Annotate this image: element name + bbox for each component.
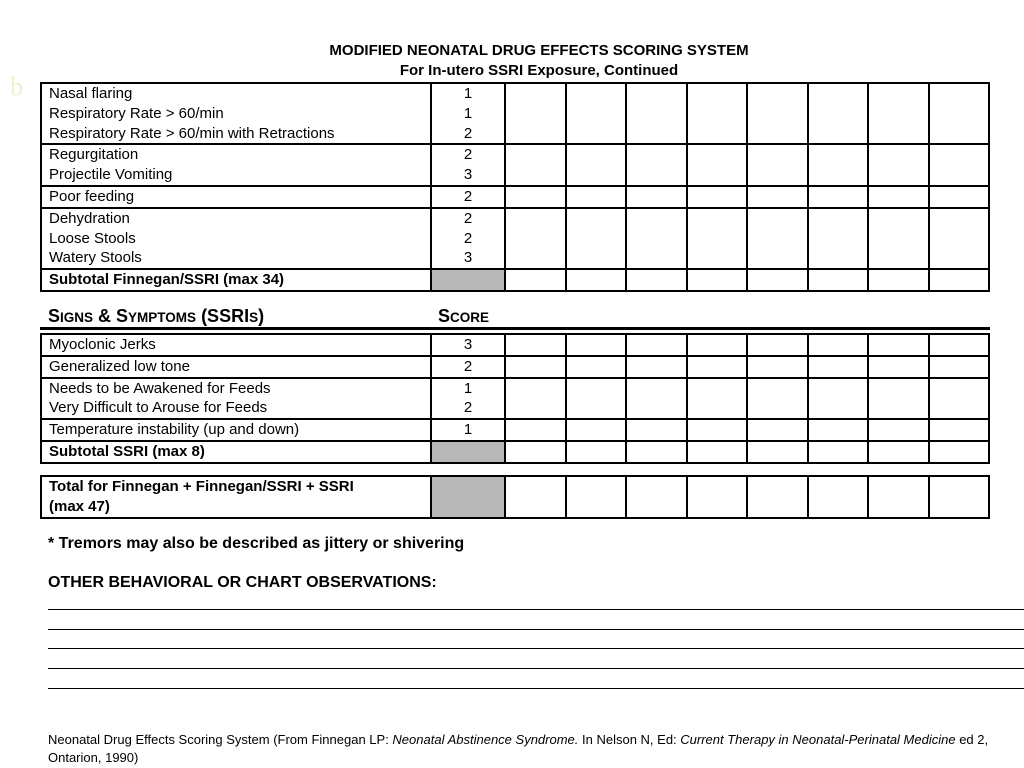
symptom-row xyxy=(41,144,989,186)
score-entry-cell[interactable] xyxy=(626,476,687,518)
score-entry-cell[interactable] xyxy=(687,144,748,186)
symptom-label-cell xyxy=(41,334,431,356)
score-entry-cell[interactable] xyxy=(626,83,687,144)
score-entry-cell[interactable] xyxy=(808,208,869,269)
observation-line-3[interactable] xyxy=(48,648,1024,649)
score-entry-cell[interactable] xyxy=(868,356,929,378)
symptom-label: Nasal flaring xyxy=(49,85,133,102)
subtotal-finnegan-ssri-row-label xyxy=(41,269,431,291)
symptom-label-cell xyxy=(41,83,431,144)
total-row-text: Total for Finnegan + Finnegan/SSRI + SSRI xyxy=(49,478,354,495)
score-entry-cell[interactable] xyxy=(626,269,687,291)
score-entry-cell[interactable] xyxy=(808,144,869,186)
symptom-score: 2 xyxy=(463,209,473,227)
symptom-score: 2 xyxy=(463,229,473,247)
score-entry-cell[interactable] xyxy=(808,83,869,144)
total-row xyxy=(41,476,989,518)
score-entry-cell[interactable] xyxy=(868,186,929,208)
ssri-table xyxy=(40,333,990,464)
score-entry-cell[interactable] xyxy=(868,269,929,291)
symptom-score-cell xyxy=(431,144,505,186)
score-entry-cell[interactable] xyxy=(929,269,990,291)
total-row-shaded-cell xyxy=(431,476,505,518)
score-entry-cell[interactable] xyxy=(929,378,990,420)
symptom-score-cell xyxy=(431,83,505,144)
score-entry-cell[interactable] xyxy=(505,476,566,518)
score-entry-cell[interactable] xyxy=(505,208,566,269)
score-entry-cell[interactable] xyxy=(566,269,627,291)
citation-footer: Neonatal Drug Effects Scoring System (From Finnegan LP: Neonatal Abstinence Syndrome. In Nelson N, Ed: Current Therapy in Neonatal-Perinatal Medicine ed 2, Ontarion, 1990) xyxy=(48,732,989,765)
score-entry-cell[interactable] xyxy=(747,356,808,378)
score-entry-cell[interactable] xyxy=(505,144,566,186)
score-entry-cell[interactable] xyxy=(505,441,566,463)
symptom-row xyxy=(41,208,989,269)
symptom-score: 2 xyxy=(463,124,473,142)
symptom-row xyxy=(41,356,989,378)
score-entry-cell[interactable] xyxy=(687,476,748,518)
observation-line-4[interactable] xyxy=(48,668,1024,669)
score-entry-cell[interactable] xyxy=(929,186,990,208)
score-entry-cell[interactable] xyxy=(747,269,808,291)
score-entry-cell[interactable] xyxy=(687,83,748,144)
section-divider xyxy=(40,327,990,330)
symptom-row xyxy=(41,378,989,420)
total-row-label xyxy=(41,476,431,518)
symptom-label: Temperature instability (up and down) xyxy=(49,421,300,439)
score-entry-cell[interactable] xyxy=(808,186,869,208)
score-entry-cell[interactable] xyxy=(929,476,990,518)
symptom-score: 3 xyxy=(463,336,473,353)
corner-mark: b xyxy=(10,72,23,101)
score-entry-cell[interactable] xyxy=(626,441,687,463)
symptom-label: Dehydration xyxy=(49,209,130,227)
score-entry-cell[interactable] xyxy=(929,334,990,356)
score-entry-cell[interactable] xyxy=(687,419,748,441)
score-entry-cell[interactable] xyxy=(626,419,687,441)
observation-line-2[interactable] xyxy=(48,629,1024,630)
symptom-row xyxy=(41,186,989,208)
score-entry-cell[interactable] xyxy=(868,419,929,441)
observations-label: OTHER BEHAVIORAL OR CHART OBSERVATIONS: xyxy=(48,574,437,591)
score-entry-cell[interactable] xyxy=(808,269,869,291)
score-entry-cell[interactable] xyxy=(808,356,869,378)
symptom-label: Respiratory Rate > 60/min with Retractions xyxy=(49,124,335,142)
signs-symptoms-header: SIGNS & SYMPTOMS (SSRIS) xyxy=(48,306,265,326)
score-entry-cell[interactable] xyxy=(868,208,929,269)
score-entry-cell[interactable] xyxy=(808,378,869,420)
symptom-label-cell xyxy=(41,378,431,420)
score-entry-cell[interactable] xyxy=(868,476,929,518)
score-entry-cell[interactable] xyxy=(626,356,687,378)
subtotal-ssri-row-label xyxy=(41,441,431,463)
score-entry-cell[interactable] xyxy=(566,334,627,356)
score-entry-cell[interactable] xyxy=(808,476,869,518)
symptom-label-cell xyxy=(41,419,431,441)
score-entry-cell[interactable] xyxy=(566,83,627,144)
score-entry-cell[interactable] xyxy=(868,144,929,186)
symptom-row xyxy=(41,83,989,144)
score-entry-cell[interactable] xyxy=(566,441,627,463)
score-entry-cell[interactable] xyxy=(566,186,627,208)
symptom-label: Projectile Vomiting xyxy=(49,166,173,184)
score-entry-cell[interactable] xyxy=(747,419,808,441)
symptom-label: Respiratory Rate > 60/min xyxy=(49,104,224,122)
score-entry-cell[interactable] xyxy=(687,356,748,378)
score-entry-cell[interactable] xyxy=(808,334,869,356)
symptom-label: Regurgitation xyxy=(49,146,139,164)
score-entry-cell[interactable] xyxy=(929,419,990,441)
score-entry-cell[interactable] xyxy=(747,208,808,269)
score-header: SCORE xyxy=(438,306,490,326)
symptom-label: Watery Stools xyxy=(49,249,142,267)
score-entry-cell[interactable] xyxy=(505,186,566,208)
score-entry-cell[interactable] xyxy=(505,83,566,144)
score-entry-cell[interactable] xyxy=(505,334,566,356)
subtotal-finnegan-ssri-row-text: Subtotal Finnegan/SSRI (max 34) xyxy=(49,271,285,289)
score-entry-cell[interactable] xyxy=(566,378,627,420)
symptom-score-cell xyxy=(431,334,505,356)
symptom-score: 1 xyxy=(463,421,473,439)
score-entry-cell[interactable] xyxy=(566,419,627,441)
symptom-score: 2 xyxy=(463,357,473,375)
score-entry-cell[interactable] xyxy=(747,83,808,144)
score-entry-cell[interactable] xyxy=(505,269,566,291)
page-subtitle: For In-utero SSRI Exposure, Continued xyxy=(399,62,679,79)
score-entry-cell[interactable] xyxy=(505,419,566,441)
subtotal-finnegan-ssri-row xyxy=(41,269,989,291)
symptom-label: Needs to be Awakened for Feeds xyxy=(49,379,271,397)
finnegan-ssri-table xyxy=(40,82,990,292)
score-entry-cell[interactable] xyxy=(747,378,808,420)
symptom-label-cell xyxy=(41,356,431,378)
score-entry-cell[interactable] xyxy=(868,378,929,420)
score-entry-cell[interactable] xyxy=(808,419,869,441)
score-entry-cell[interactable] xyxy=(808,441,869,463)
score-entry-cell[interactable] xyxy=(929,144,990,186)
symptom-label: Loose Stools xyxy=(49,229,136,247)
score-entry-cell[interactable] xyxy=(626,378,687,420)
score-entry-cell[interactable] xyxy=(687,378,748,420)
score-entry-cell[interactable] xyxy=(566,144,627,186)
score-entry-cell[interactable] xyxy=(868,441,929,463)
score-entry-cell[interactable] xyxy=(626,186,687,208)
score-entry-cell[interactable] xyxy=(687,208,748,269)
score-entry-cell[interactable] xyxy=(566,356,627,378)
subtotal-ssri-row-text: Subtotal SSRI (max 8) xyxy=(49,442,205,460)
score-entry-cell[interactable] xyxy=(687,269,748,291)
symptom-row xyxy=(41,334,989,356)
subtotal-ssri-row-shaded-cell xyxy=(431,441,505,463)
symptom-label-cell xyxy=(41,186,431,208)
symptom-score-cell xyxy=(431,356,505,378)
score-entry-cell[interactable] xyxy=(747,186,808,208)
symptom-score-cell xyxy=(431,419,505,441)
score-entry-cell[interactable] xyxy=(687,334,748,356)
score-entry-cell[interactable] xyxy=(747,334,808,356)
subtotal-finnegan-ssri-row-shaded-cell xyxy=(431,269,505,291)
score-entry-cell[interactable] xyxy=(626,208,687,269)
symptom-label: Very Difficult to Arouse for Feeds xyxy=(49,399,268,417)
symptom-score-cell xyxy=(431,186,505,208)
score-entry-cell[interactable] xyxy=(626,334,687,356)
symptom-score-cell xyxy=(431,378,505,420)
symptom-score: 3 xyxy=(463,249,473,267)
symptom-row xyxy=(41,419,989,441)
score-entry-cell[interactable] xyxy=(566,476,627,518)
total-row-text: (max 47) xyxy=(49,497,110,515)
symptom-label: Myoclonic Jerks xyxy=(49,336,156,353)
total-table xyxy=(40,475,990,519)
subtotal-ssri-row xyxy=(41,441,989,463)
symptom-label-cell xyxy=(41,208,431,269)
score-entry-cell[interactable] xyxy=(505,378,566,420)
score-entry-cell[interactable] xyxy=(929,208,990,269)
score-entry-cell[interactable] xyxy=(929,83,990,144)
score-entry-cell[interactable] xyxy=(868,83,929,144)
symptom-label: Generalized low tone xyxy=(49,357,190,375)
score-entry-cell[interactable] xyxy=(687,441,748,463)
symptom-score-cell xyxy=(431,208,505,269)
symptom-score: 1 xyxy=(463,379,473,397)
page-title: MODIFIED NEONATAL DRUG EFFECTS SCORING SYSTEM xyxy=(329,42,749,59)
observation-line-1[interactable] xyxy=(48,609,1024,610)
score-entry-cell[interactable] xyxy=(566,208,627,269)
observation-line-5[interactable] xyxy=(48,688,1024,689)
tremors-note: * Tremors may also be described as jittery or shivering xyxy=(48,535,465,552)
score-entry-cell[interactable] xyxy=(687,186,748,208)
symptom-score: 3 xyxy=(463,166,473,184)
score-entry-cell[interactable] xyxy=(626,144,687,186)
symptom-score: 1 xyxy=(463,85,473,102)
symptom-label: Poor feeding xyxy=(49,187,135,205)
score-entry-cell[interactable] xyxy=(747,476,808,518)
score-entry-cell[interactable] xyxy=(505,356,566,378)
symptom-score: 2 xyxy=(463,146,473,164)
score-entry-cell[interactable] xyxy=(929,441,990,463)
score-entry-cell[interactable] xyxy=(747,144,808,186)
score-entry-cell[interactable] xyxy=(868,334,929,356)
symptom-score: 1 xyxy=(463,104,473,122)
symptom-label-cell xyxy=(41,144,431,186)
symptom-score: 2 xyxy=(463,399,473,417)
score-entry-cell[interactable] xyxy=(747,441,808,463)
score-entry-cell[interactable] xyxy=(929,356,990,378)
symptom-score: 2 xyxy=(463,187,473,205)
